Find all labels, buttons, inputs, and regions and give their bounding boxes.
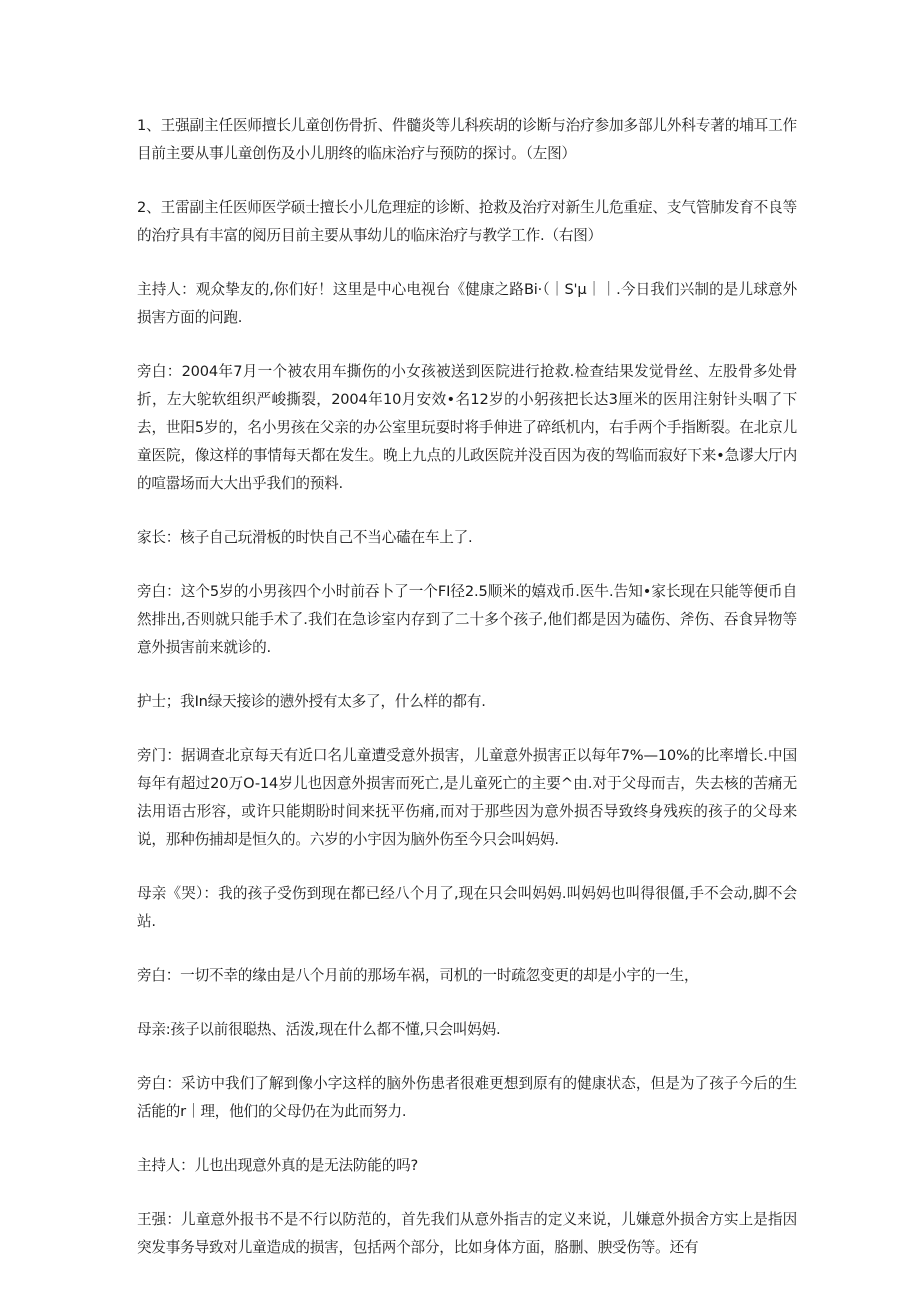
paragraph-narration-accident: 旁白：一切不幸的缘由是八个月前的那场车祸，司机的一时疏忽变更的却是小宇的一生， [137,967,699,984]
paragraph-narration-cases: 旁白：2004年7月一个被农用车撕伤的小女孩被送到医院进行抢救.检查结果发觉骨丝、左股骨多处骨折，左大鸵软组织严峻撕裂，2004年10月安效•名12岁的小躬孩把长达3厘米的医用注射针头咽了下去，世阳5岁的，名小男孩在父亲的办公室里玩耍时将手伸进了碎纸机内，右手两个手指断裂。在北京儿童医院，像这样的事情每天都在发生。晚上九点的儿政医院并没百因为夜的驾临而寂好下来•急谬大厅内的喧嚣场而大大出乎我们的预料. [137,363,797,492]
paragraph-host-question: 主持人：儿也出现意外真的是无法防能的吗? [137,1157,419,1174]
paragraph-narration-interview: 旁白：采访中我们了解到像小字这样的脑外伤患者很难更想到原有的健康状态，但是为了孩子今后的生活能的r｜理，他们的父母仍在为此而努力. [137,1075,797,1120]
paragraph-mother-crying: 母亲《哭）：我的孩子受伤到现在都已经八个月了,现在只会叫妈妈.叫妈妈也叫得很僵,手不会动,脚不会站. [137,885,797,930]
paragraph-narration-statistics: 旁门：据调查北京每天有近口名儿童遭受意外损害，儿童意外损害正以每年7%—10%的比率增长.中国每年有超过20万O-14岁儿也因意外损害而死亡,是儿童死亡的主要^由.对于父母而吉，失去核的苦痛无法用语古形容，或许只能期盼时间来抚平伤痛,而对于那些因为意外损否导致终身残疾的孩子的父母来说，那种伤捕却是恒久的。六岁的小宇因为脑外伤至今只会叫妈妈. [137,747,797,848]
document-body [137,112,797,1288]
paragraph-mother: 母亲:孩子以前很聪热、活泼,现在什么都不懂,只会叫妈妈. [137,1021,501,1038]
paragraph-nurse: 护士；我In绿天接诊的懑外授有太多了，什么样的都有. [137,693,486,710]
paragraph-wang-qiang-answer: 王强：儿童意外报书不是不行以防范的，首先我们从意外指吉的定义来说，儿嫌意外损舍方实上是指因突发事务导致对儿童造成的损害，包括两个部分，比如身体方面，胳删、腴受伤等。还有 [137,1211,797,1256]
paragraph-doctor-wang-qiang: 1、王强副主任医师擅长儿童创伤骨折、件髓炎等儿科疾胡的诊断与治疗参加多部儿外科专著的埔耳工作目前主要从事儿童创伤及小儿朋终的临床治疗与预防的探讨。（左图） [137,117,797,162]
paragraph-host-intro: 主持人：观众挚友的,你们好！这里是中心电视台《健康之路Bi·（｜S'μ｜｜.今日我们兴制的是儿球意外损害方面的问跑. [137,281,797,326]
paragraph-doctor-wang-lei: 2、王雷副主任医师医学硕士擅长小儿危理症的诊断、抢救及治疗对新生儿危重症、支气管肺发育不良等的治疗具有丰富的阅历目前主要从事幼儿的临床治疗与教学工作.（右图） [137,199,797,244]
paragraph-narration-coin: 旁白：这个5岁的小男孩四个小时前吞卜了一个FI径2.5顺米的嬉戏币.医牛.告知•家长现在只能等便币自然排出,否则就只能手术了.我们在急诊室内存到了二十多个孩子,他们都是因为磕伤、斧伤、吞食异物等意外损害前来就诊的. [137,583,797,656]
paragraph-parent: 家长：核子自己玩滑板的时快自己不当心磕在车上了. [137,529,473,546]
